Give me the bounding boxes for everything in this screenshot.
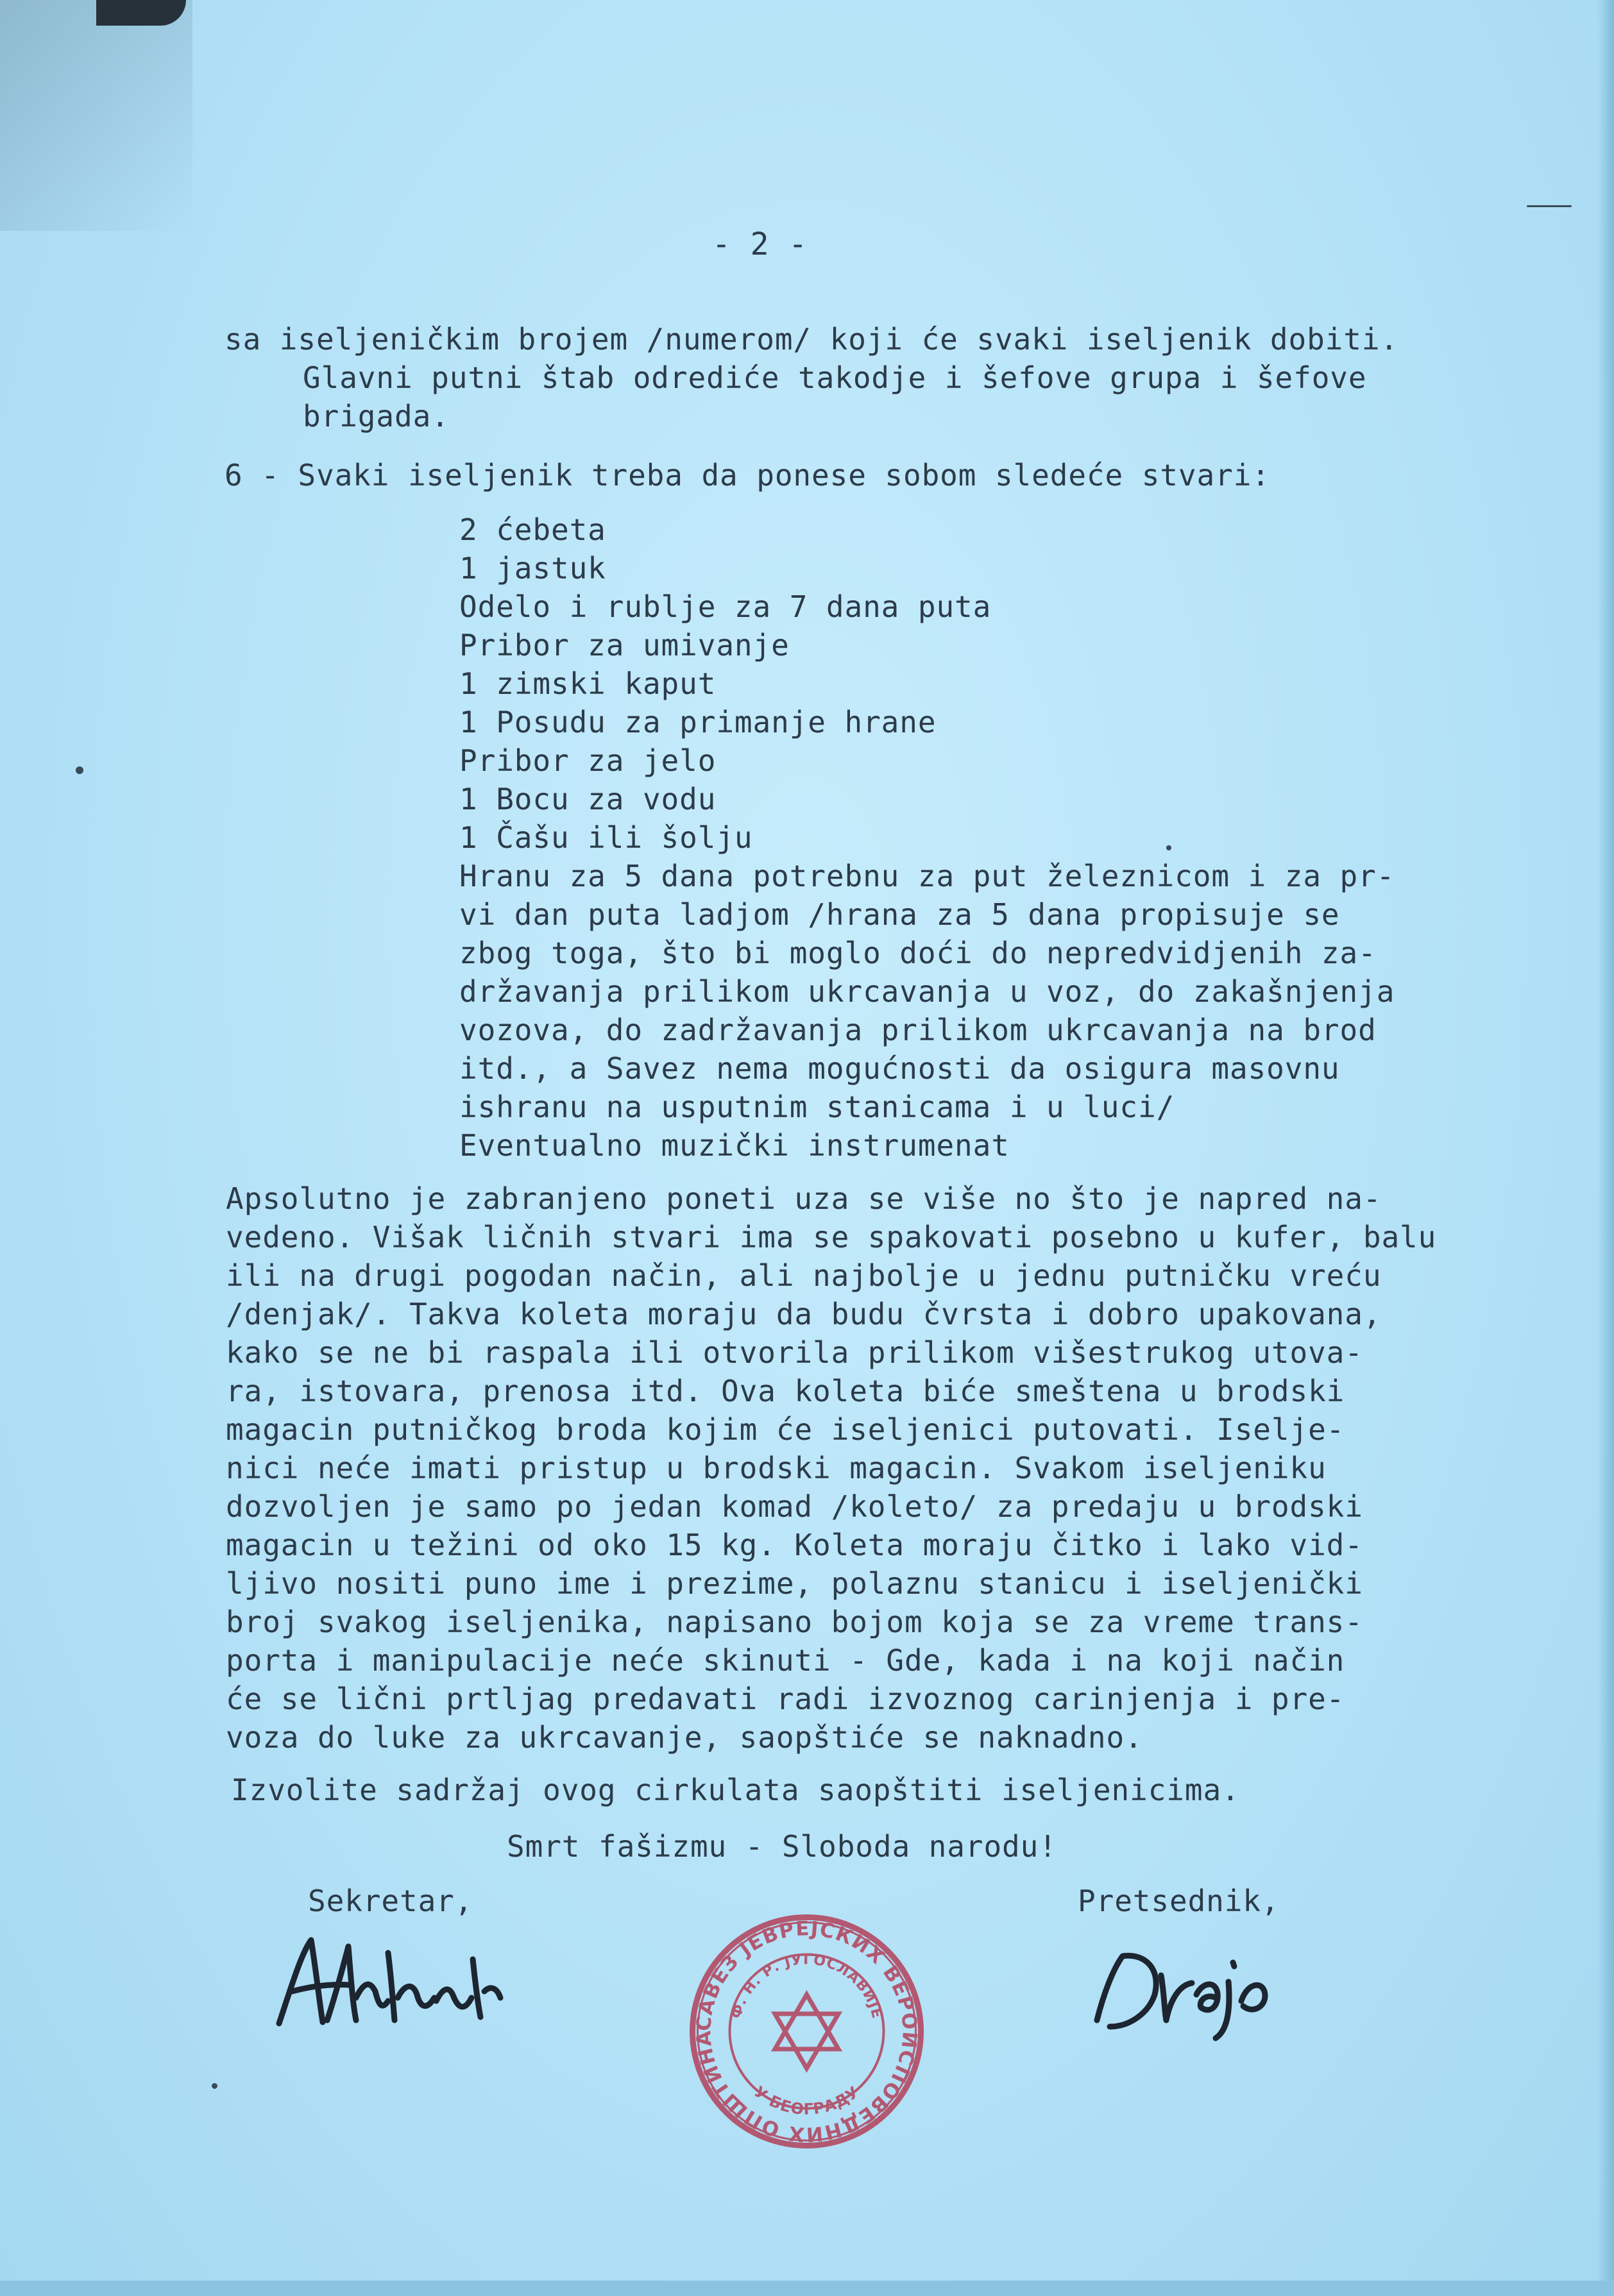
dust-speck — [1166, 845, 1171, 850]
list-item: 1 zimski kaput — [459, 666, 717, 701]
page-number: - 2 - — [712, 226, 808, 262]
text-line: voza do luke za ukrcavanje, saopštiće se naknadno. — [226, 1720, 1143, 1755]
handwritten-signature — [1084, 1924, 1277, 2046]
text-line: dozvoljen je samo po jedan komad /koleto/ za predaju u brodski — [226, 1489, 1363, 1524]
handwritten-signature — [266, 1914, 516, 2043]
text-line: će se lični prtljag predavati radi izvoznog carinjenja i pre- — [226, 1682, 1345, 1716]
president-label: Pretsednik, — [1078, 1884, 1280, 1918]
stamp-outer-text: САВЕЗ ЈЕВРЕЈСКИХ ВЕРОИСПОВЕДНИХ ОПШТИНА — [692, 1917, 922, 2147]
secretary-label: Sekretar, — [308, 1884, 473, 1918]
svg-text:У БЕОГРАДУ — [751, 2082, 863, 2118]
text-line: porta i manipulacije neće skinuti - Gde, kada i na koji način — [226, 1643, 1345, 1678]
list-item: 1 jastuk — [459, 551, 606, 586]
closing-line: Izvolite sadržaj ovog cirkulata saopštiti iseljenicima. — [231, 1773, 1240, 1807]
text-line: /denjak/. Takva koleta moraju da budu čvrsta i dobro upakovana, — [226, 1297, 1382, 1331]
text-line: ili na drugi pogodan način, ali najbolje u jednu putničku vreću — [226, 1258, 1382, 1293]
president-signature — [1084, 1924, 1277, 2046]
text-line: broj svakog iseljenika, napisano bojom koja se za vreme trans- — [226, 1605, 1363, 1639]
stamp-inner-text: Ф. Н. Р. ЈУГОСЛАВИЈЕ — [728, 1952, 885, 2021]
official-stamp — [683, 1908, 930, 2155]
list-item: Odelo i rublje za 7 dana puta — [459, 589, 992, 624]
item-6-heading: 6 - Svaki iseljenik treba da ponese sobom sledeće stvari: — [225, 458, 1270, 493]
text-line: vedeno. Višak ličnih stvari ima se spakovati posebno u kufer, balu — [226, 1220, 1437, 1254]
text-line: Glavni putni štab odrediće takodje i šefove grupa i šefove — [303, 360, 1367, 395]
text-line: Apsolutno je zabranjeno poneti uza se više no što je napred na- — [226, 1181, 1382, 1216]
list-item: Hranu za 5 dana potrebnu za put železnicom i za pr- — [459, 859, 1395, 893]
dust-speck — [76, 766, 83, 774]
dust-speck — [212, 2083, 217, 2089]
page-corner-tear — [96, 0, 186, 26]
list-item: Eventualno muzički instrumenat — [459, 1128, 1010, 1163]
text-line: nici neće imati pristup u brodski magacin. Svakom iseljeniku — [226, 1451, 1327, 1485]
stamp-bottom-text: У БЕОГРАДУ — [750, 2082, 863, 2119]
slogan: Smrt fašizmu - Sloboda narodu! — [507, 1829, 1057, 1864]
list-item: Pribor za jelo — [459, 743, 717, 778]
text-line: brigada. — [303, 399, 450, 434]
list-item: vozova, do zadržavanja prilikom ukrcavanja na brod — [459, 1013, 1377, 1047]
secretary-signature — [266, 1914, 516, 2043]
list-item: itd., a Savez nema mogućnosti da osigura masovnu — [459, 1051, 1340, 1086]
text-line: ljivo nositi puno ime i prezime, polaznu stanicu i iseljenički — [226, 1566, 1363, 1601]
page-right-edge — [1597, 0, 1614, 2296]
stamp-seal-icon — [683, 1908, 930, 2155]
text-line: magacin putničkog broda kojim će iseljenici putovati. Iselje- — [226, 1412, 1345, 1447]
page-fold-shadow — [0, 0, 192, 231]
text-line: ra, istovara, prenosa itd. Ova koleta biće smeštena u brodski — [226, 1374, 1345, 1408]
text-line: kako se ne bi raspala ili otvorila prilikom višestrukog utova- — [226, 1335, 1363, 1370]
list-item: zbog toga, što bi moglo doći do nepredvidjenih za- — [459, 936, 1377, 970]
star-of-david-icon — [775, 1995, 838, 2068]
list-item: ishranu na usputnim stanicama i u luci/ — [459, 1090, 1175, 1124]
list-item: 2 ćebeta — [459, 512, 606, 547]
list-item: Pribor za umivanje — [459, 628, 790, 663]
list-item: državanja prilikom ukrcavanja u voz, do zakašnjenja — [459, 974, 1395, 1009]
text-line: sa iseljeničkim brojem /numerom/ koji će svaki iseljenik dobiti. — [225, 322, 1399, 357]
list-item: 1 Bocu za vodu — [459, 782, 717, 816]
page-bottom-edge — [0, 2281, 1614, 2296]
list-item: vi dan puta ladjom /hrana za 5 dana propisuje se — [459, 897, 1340, 932]
list-item: 1 Čašu ili šolju — [459, 820, 753, 855]
text-line: magacin u težini od oko 15 kg. Koleta moraju čitko i lako vid- — [226, 1528, 1363, 1562]
svg-text:Ф. Н. Р. ЈУГОСЛАВИЈЕ — [728, 1952, 885, 2020]
scan-mark — [1527, 205, 1572, 207]
list-item: 1 Posudu za primanje hrane — [459, 705, 937, 739]
